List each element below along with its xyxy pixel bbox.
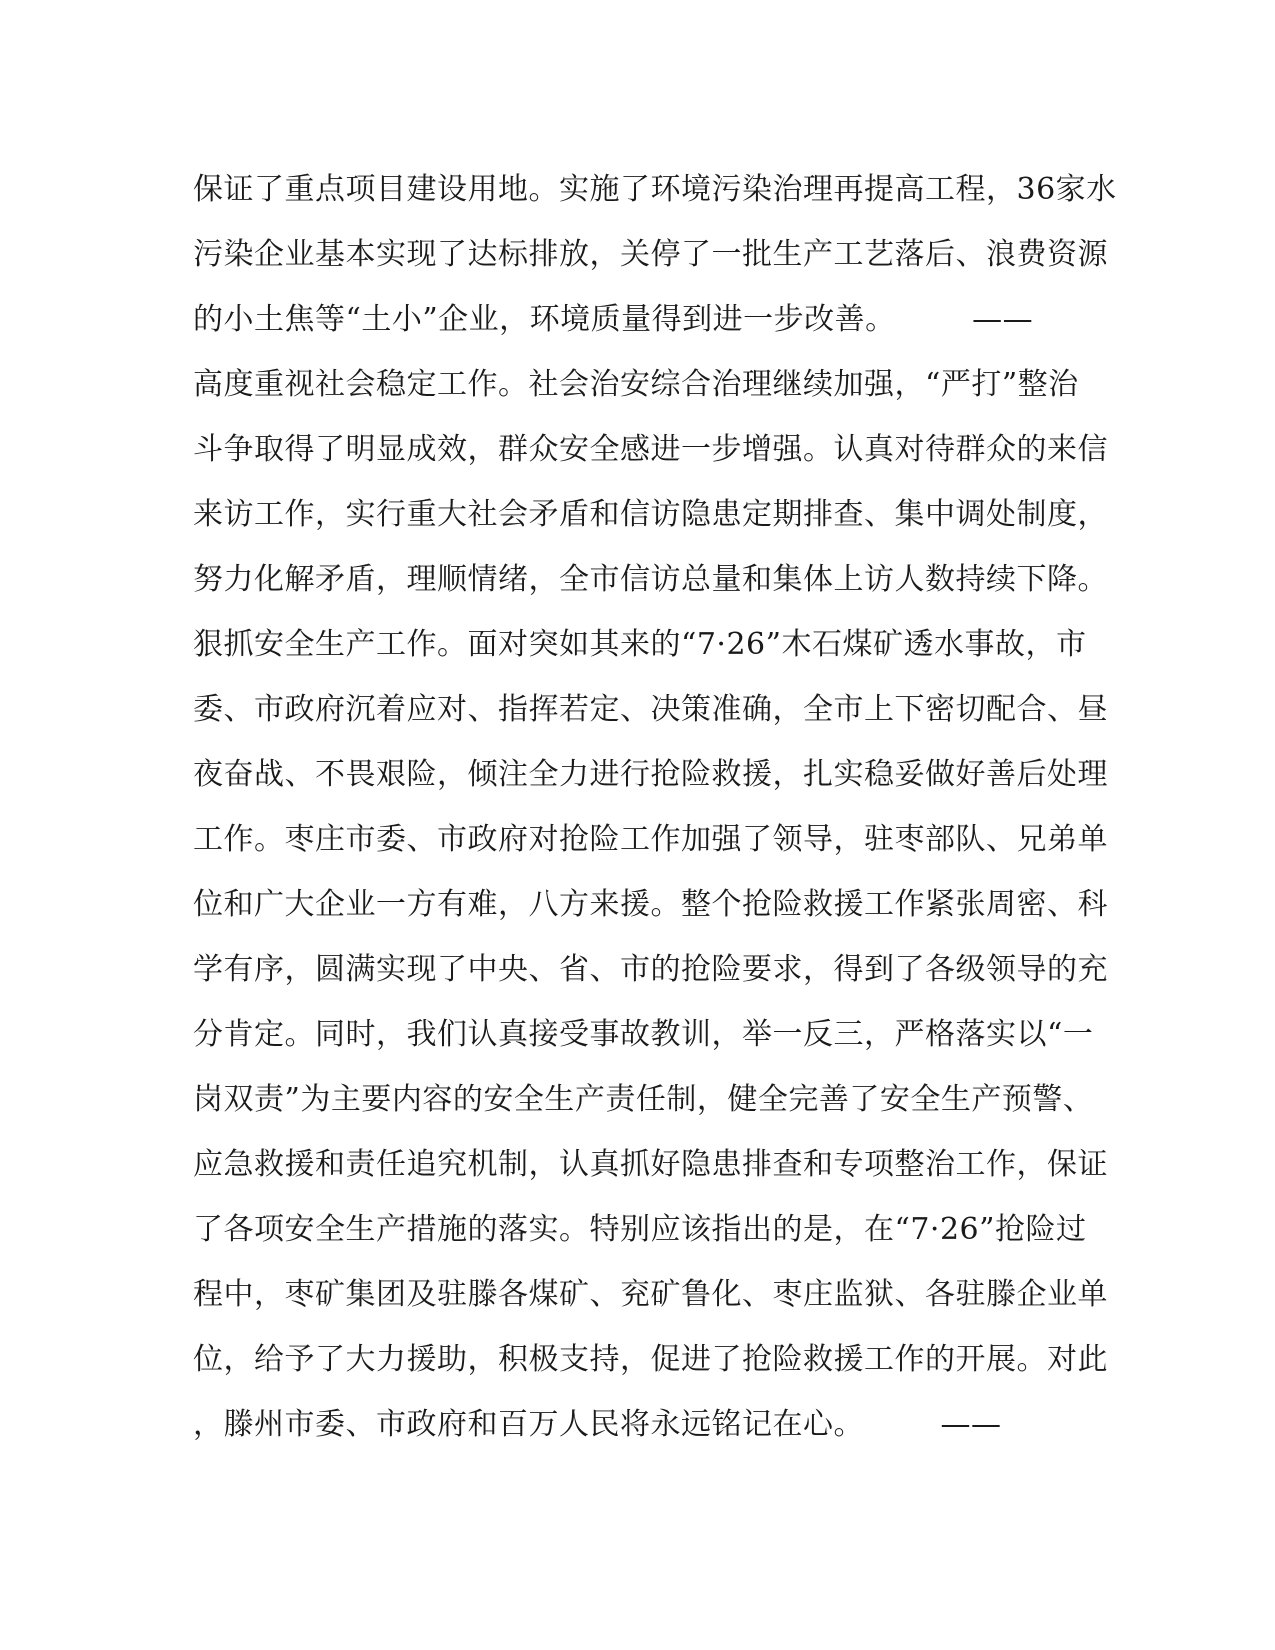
text-line: 工作。枣庄市委、市政府对抢险工作加强了领导，驻枣部队、兄弟单 (193, 822, 1108, 857)
text-line: 来访工作，实行重大社会矛盾和信访隐患定期排查、集中调处制度， (193, 497, 1108, 532)
text-line: 的小土焦等“土小”企业，环境质量得到进一步改善。 —— (193, 302, 1034, 337)
text-line: 位，给予了大力援助，积极支持，促进了抢险救援工作的开展。对此 (193, 1342, 1108, 1377)
text-line: 位和广大企业一方有难，八方来援。整个抢险救援工作紧张周密、科 (193, 887, 1108, 922)
text-line: 努力化解矛盾，理顺情绪，全市信访总量和集体上访人数持续下降。 (193, 562, 1108, 597)
text-line: 保证了重点项目建设用地。实施了环境污染治理再提高工程，36家水 (193, 172, 1117, 207)
text-line: 狠抓安全生产工作。面对突如其来的“7·26”木石煤矿透水事故，市 (193, 627, 1087, 662)
text-line: 斗争取得了明显成效，群众安全感进一步增强。认真对待群众的来信 (193, 432, 1108, 467)
text-line: 高度重视社会稳定工作。社会治安综合治理继续加强，“严打”整治 (193, 367, 1079, 402)
text-line: 岗双责”为主要内容的安全生产责任制，健全完善了安全生产预警、 (193, 1082, 1094, 1117)
text-line: 委、市政府沉着应对、指挥若定、决策准确，全市上下密切配合、昼 (193, 692, 1108, 727)
text-line: 应急救援和责任追究机制，认真抓好隐患排查和专项整治工作，保证 (193, 1147, 1108, 1182)
text-line: 分肯定。同时，我们认真接受事故教训，举一反三，严格落实以“一 (193, 1017, 1094, 1052)
text-line: 污染企业基本实现了达标排放，关停了一批生产工艺落后、浪费资源 (193, 237, 1108, 272)
text-line: ，滕州市委、市政府和百万人民将永远铭记在心。 —— (193, 1407, 1002, 1442)
body-text (193, 157, 1117, 1457)
text-line: 程中，枣矿集团及驻滕各煤矿、兖矿鲁化、枣庄监狱、各驻滕企业单 (193, 1277, 1108, 1312)
text-line: 了各项安全生产措施的落实。特别应该指出的是，在“7·26”抢险过 (193, 1212, 1087, 1247)
text-line: 夜奋战、不畏艰险，倾注全力进行抢险救援，扎实稳妥做好善后处理 (193, 757, 1108, 792)
text-line: 学有序，圆满实现了中央、省、市的抢险要求，得到了各级领导的充 (193, 952, 1108, 987)
